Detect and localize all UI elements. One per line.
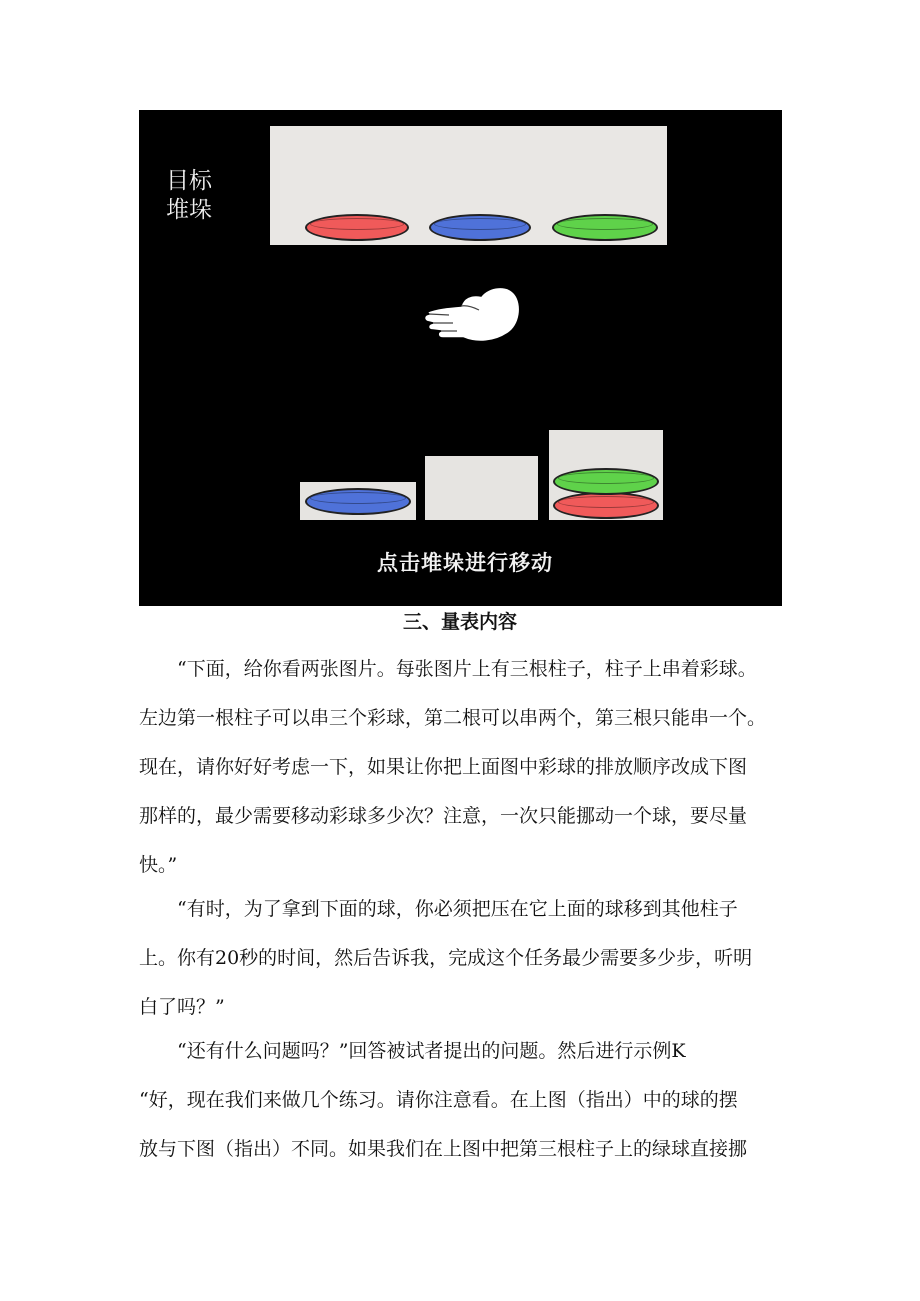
text-line: 上。你有20秒的时间，然后告诉我，完成这个任务最少需要多少步，听明 — [139, 947, 753, 969]
text-line: 那样的，最少需要移动彩球多少次？注意，一次只能挪动一个球，要尽量 — [139, 805, 748, 827]
text-line: 白了吗？” — [139, 996, 225, 1018]
target-red-ball — [305, 214, 409, 241]
text-line: 快。” — [139, 854, 178, 876]
paragraph-instructions — [139, 645, 784, 890]
text-line: “有时，为了拿到下面的球，你必须把压在它上面的球移到其他柱子 — [139, 898, 738, 920]
start-red-ball — [553, 492, 659, 519]
text-line: “好，现在我们来做几个练习。请你注意看。在上图（指出）中的球的摆 — [139, 1089, 738, 1111]
section-title: 三、量表内容 — [402, 611, 517, 633]
target-label-line-2: 堆垛 — [166, 197, 212, 223]
text-line: 放与下图（指出）不同。如果我们在上图中把第三根柱子上的绿球直接挪 — [139, 1138, 748, 1160]
target-blue-ball — [429, 214, 531, 241]
start-peg-2 — [425, 456, 538, 520]
start-blue-ball — [305, 488, 411, 515]
text-line: “下面，给你看两张图片。每张图片上有三根柱子，柱子上串着彩球。 — [139, 658, 757, 680]
text-line: 左边第一根柱子可以串三个彩球，第二根可以串两个，第三根只能串一个。 — [139, 707, 767, 729]
target-label-line-1: 目标 — [166, 168, 212, 194]
tower-task-figure — [139, 110, 782, 606]
paragraph-timing — [139, 885, 784, 1032]
target-green-ball — [552, 214, 658, 241]
text-line: “还有什么问题吗？”回答被试者提出的问题。然后进行示例K — [139, 1040, 686, 1062]
pointing-hand-icon — [419, 278, 524, 348]
paragraph-practice — [139, 1027, 784, 1174]
figure-caption: 点击堆垛进行移动 — [377, 551, 553, 575]
start-green-ball — [553, 468, 659, 495]
text-line: 现在，请你好好考虑一下，如果让你把上面图中彩球的排放顺序改成下图 — [139, 756, 748, 778]
target-stack-label — [166, 167, 226, 225]
